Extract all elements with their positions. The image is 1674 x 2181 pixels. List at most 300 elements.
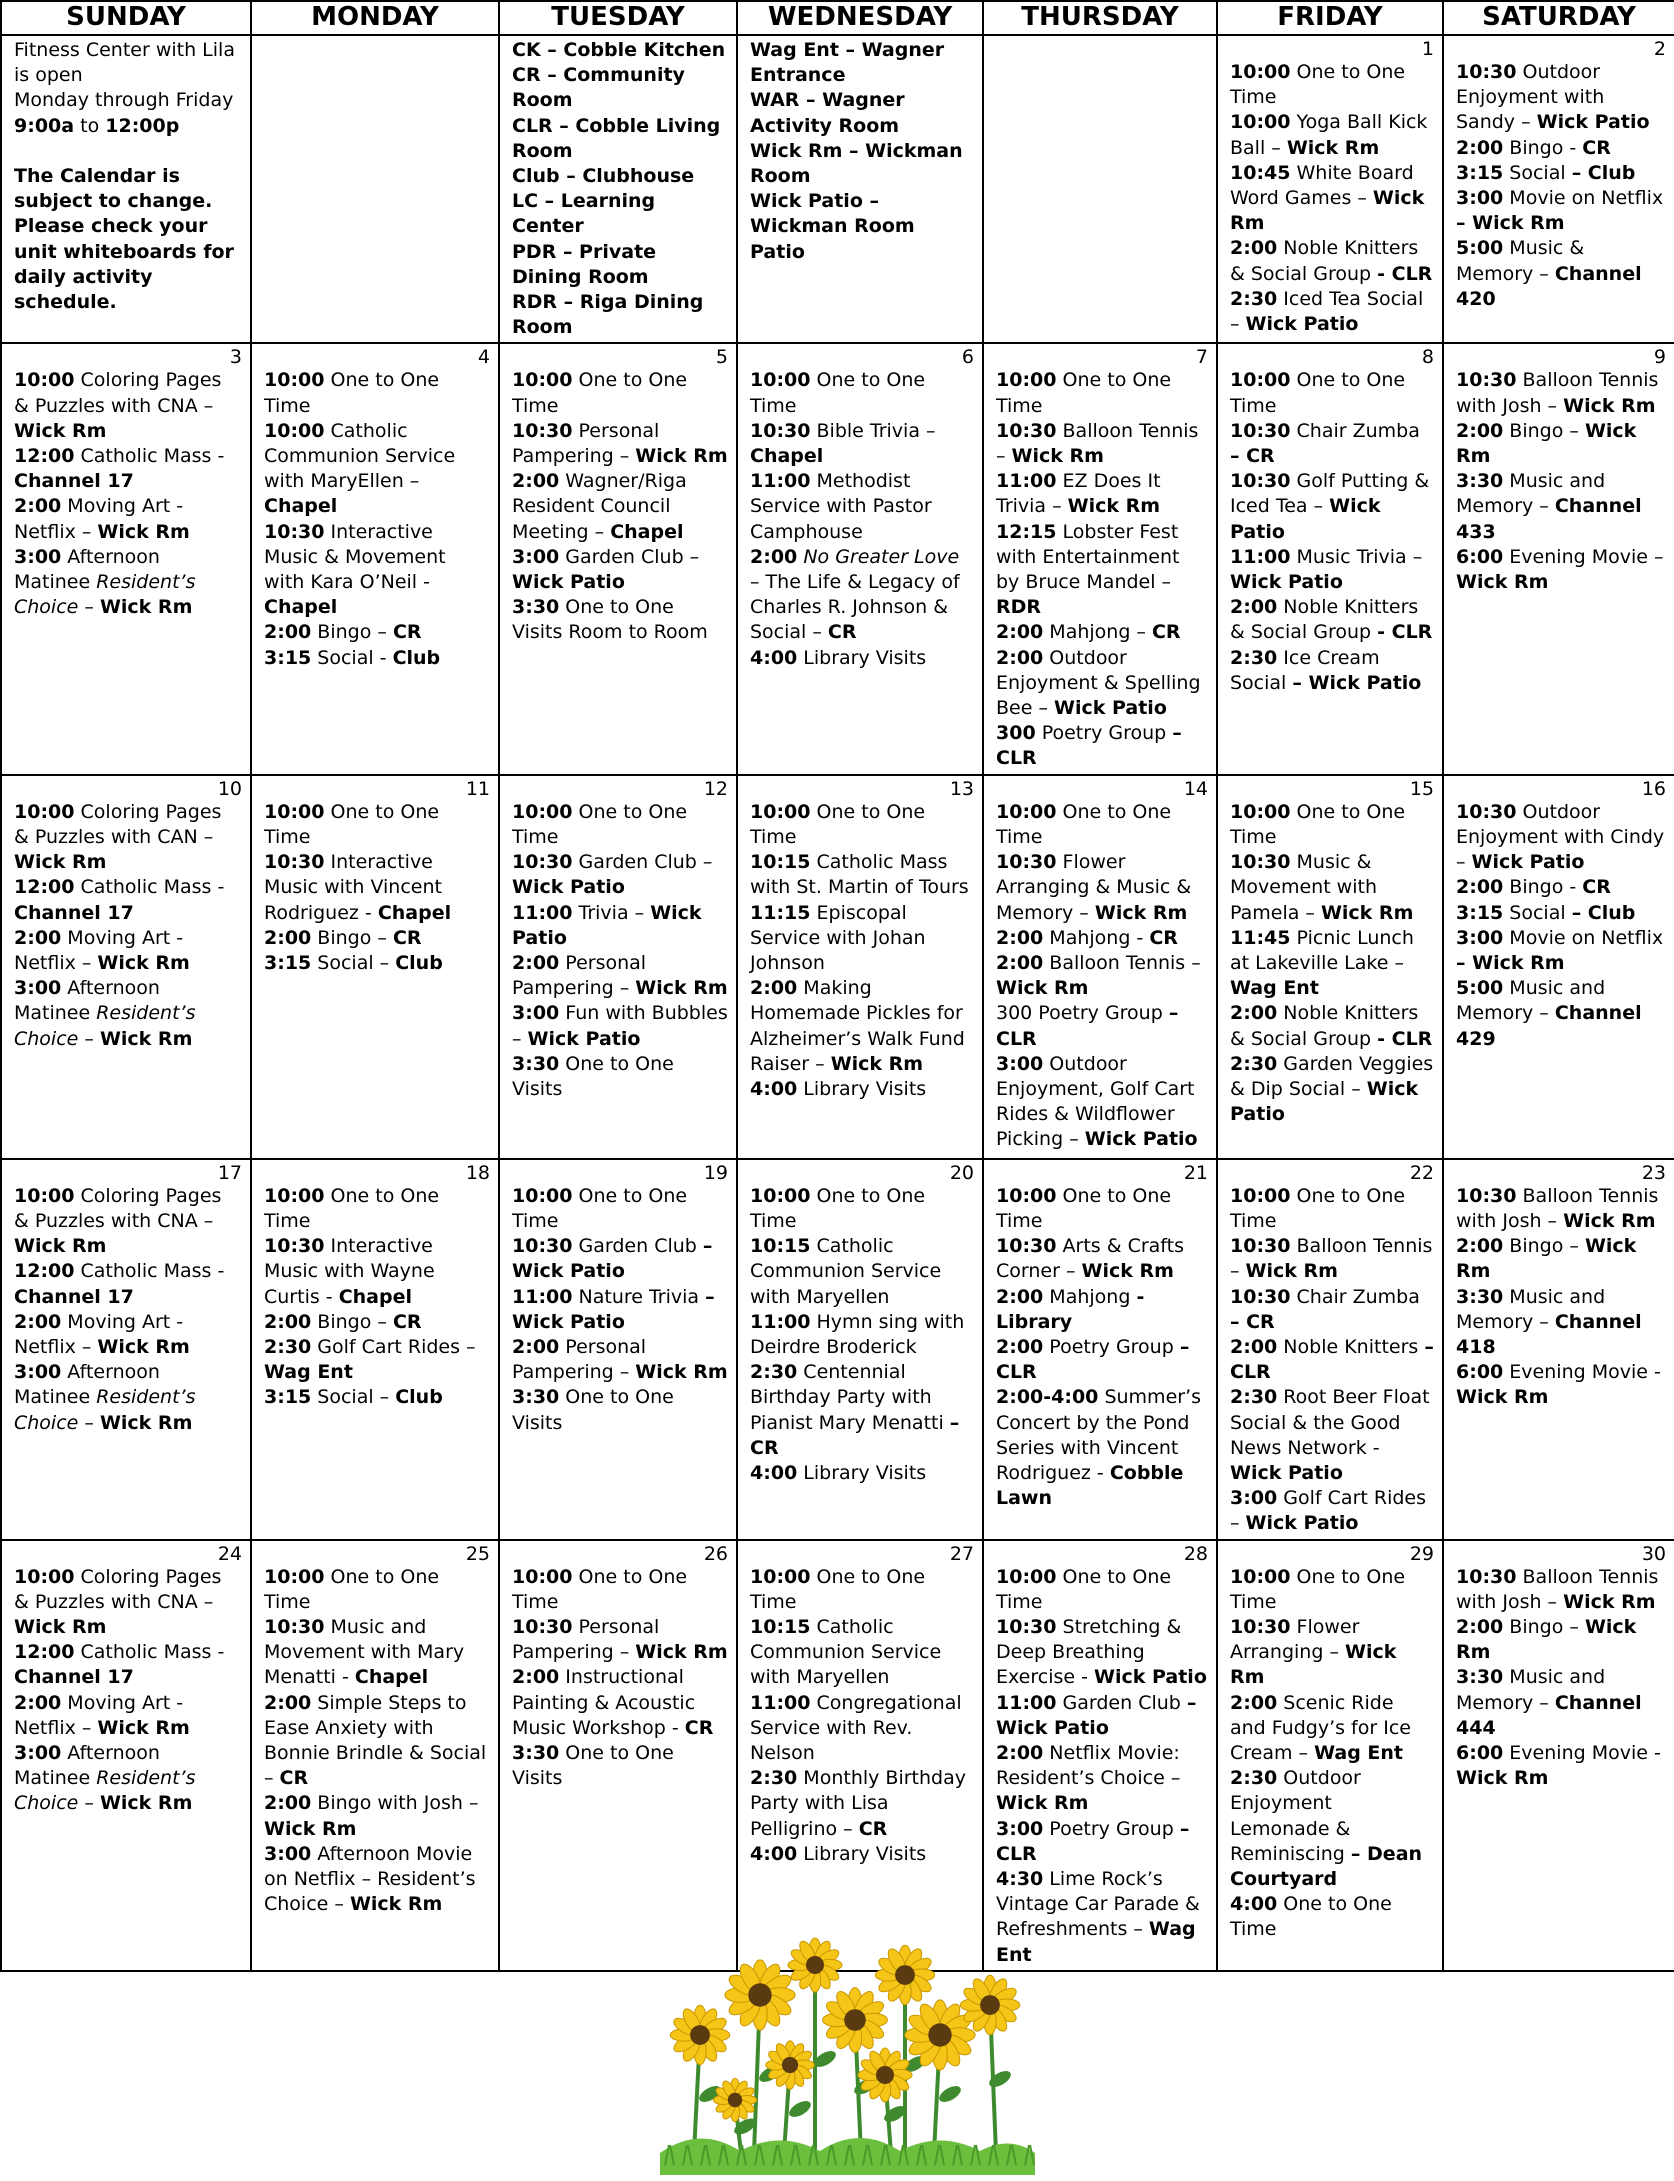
activity-line xyxy=(1230,1565,1434,1615)
day-cell-friday xyxy=(1217,1540,1443,1971)
activity-text: Music & Movement with Pamela – xyxy=(1230,851,1377,924)
activity-line xyxy=(1230,1052,1434,1128)
activity-line xyxy=(1230,1184,1434,1234)
activity-line xyxy=(996,520,1208,621)
activity-emphasis: 3:30 xyxy=(512,596,560,619)
activity-emphasis: 2:00 xyxy=(512,470,560,493)
activity-line xyxy=(512,545,728,595)
activity-text: Library Visits xyxy=(797,1461,927,1484)
activity-text: Social – xyxy=(311,951,396,974)
activity-line xyxy=(512,1052,728,1102)
activity-line xyxy=(512,850,728,900)
activity-emphasis: 3:00 xyxy=(512,1002,560,1025)
activity-emphasis: CR xyxy=(1582,876,1611,899)
activity-emphasis: Wick Patio xyxy=(1536,111,1650,134)
activity-text: Episcopal Service with Johan Johnson xyxy=(750,901,926,974)
activity-emphasis: 11:45 xyxy=(1230,926,1291,949)
activity-line xyxy=(996,1741,1208,1817)
activity-emphasis: 2:00 xyxy=(996,621,1044,644)
activity-emphasis: Wick Patio xyxy=(512,571,625,594)
activity-emphasis: 2:30 xyxy=(1230,646,1278,669)
activity-emphasis: 2:00 xyxy=(996,1741,1044,1764)
activity-line xyxy=(1456,419,1666,469)
activity-line xyxy=(512,595,728,645)
activity-text: Flower Arranging – xyxy=(1230,1615,1360,1664)
activity-line xyxy=(1456,800,1666,876)
activity-text: One to One Time xyxy=(264,800,440,848)
activity-line xyxy=(996,1817,1208,1867)
activity-emphasis: 10:30 xyxy=(1230,1615,1291,1638)
activity-text: Outdoor Enjoyment Lemonade & Reminiscing xyxy=(1230,1767,1361,1865)
activity-line xyxy=(750,1184,974,1234)
activity-line xyxy=(512,189,728,239)
activity-line xyxy=(14,976,242,1052)
activity-line xyxy=(1456,1184,1666,1234)
activity-emphasis: 10:00 xyxy=(750,1565,811,1588)
activity-emphasis: 10:00 xyxy=(14,1565,75,1588)
activity-line xyxy=(264,1615,490,1691)
activity-line xyxy=(996,1691,1208,1741)
activity-emphasis: – CR xyxy=(750,1411,960,1459)
activity-emphasis: 4:30 xyxy=(996,1867,1044,1890)
activity-emphasis: Wick Rm xyxy=(349,1893,443,1916)
activity-text: Stretching & Deep Breathing Exercise - xyxy=(996,1615,1182,1689)
activity-text: Noble Knitters xyxy=(1277,1335,1425,1358)
activity-text: One to One Time xyxy=(996,1184,1172,1232)
activity-emphasis: 300 xyxy=(996,722,1036,745)
activity-line xyxy=(512,290,728,340)
activity-emphasis: 10:30 xyxy=(996,1615,1057,1638)
activity-line xyxy=(14,800,242,876)
activity-emphasis: LC – Learning Center xyxy=(512,190,656,238)
activity-text: One to One Time xyxy=(1230,1565,1406,1613)
activity-emphasis: Chapel xyxy=(264,596,338,619)
activity-text: Catholic Mass - xyxy=(74,876,225,899)
activity-emphasis: 12:00 xyxy=(14,876,75,899)
activity-text: Picnic Lunch at Lakeville Lake – xyxy=(1230,926,1414,974)
day-cell-thursday xyxy=(983,1159,1217,1540)
activity-emphasis: 10:30 xyxy=(1456,1184,1517,1207)
activity-emphasis: 3:00 xyxy=(512,545,560,568)
activity-emphasis: Wick Rm xyxy=(14,1235,107,1258)
activity-line xyxy=(14,494,242,544)
activity-line xyxy=(512,368,728,418)
activity-line xyxy=(996,1615,1208,1691)
activity-line xyxy=(750,419,974,469)
sunflower-icon xyxy=(788,1938,842,1992)
activity-text: Lobster Fest with Entertainment by Bruce Mandel – xyxy=(996,520,1180,594)
activity-emphasis: 3:15 xyxy=(264,1386,312,1409)
activity-text: Balloon Tennis – xyxy=(1043,951,1201,974)
day-number: 12 xyxy=(703,777,728,800)
activity-emphasis: 10:30 xyxy=(1230,419,1291,442)
activity-text: Catholic Communion Service with MaryEllen – xyxy=(264,419,456,493)
day-cell-tuesday xyxy=(499,35,737,343)
activity-emphasis: 2:00 xyxy=(1456,876,1504,899)
activity-emphasis: Wick Rm xyxy=(1320,901,1414,924)
activity-emphasis: CR xyxy=(858,1817,888,1840)
activity-text: Bible Trivia – xyxy=(810,419,936,442)
activity-line xyxy=(996,469,1208,519)
activity-text: Garden Club xyxy=(572,1235,703,1258)
activity-line xyxy=(750,850,974,900)
activity-text: One to One Time xyxy=(512,369,688,417)
activity-emphasis: 5:00 xyxy=(1456,237,1504,260)
activity-emphasis: 11:00 xyxy=(996,470,1057,493)
activity-text: Music and Memory – xyxy=(1456,1285,1606,1333)
activity-line xyxy=(750,1842,974,1867)
activity-text: Social - xyxy=(311,646,393,669)
activity-emphasis: Wick Patio xyxy=(1230,571,1343,594)
activity-emphasis: Wick Rm xyxy=(14,1615,107,1638)
activity-emphasis: 11:15 xyxy=(750,901,811,924)
activity-emphasis: 10:30 xyxy=(750,419,811,442)
activity-line xyxy=(750,1077,974,1102)
activity-line xyxy=(1230,1285,1434,1335)
leaf xyxy=(987,2068,1014,2090)
activity-emphasis: 12:00 xyxy=(14,445,75,468)
activity-line xyxy=(1456,136,1666,161)
activity-text: Bingo with Josh – xyxy=(311,1792,479,1815)
activity-text: Bingo – xyxy=(1503,1615,1585,1638)
activity-emphasis: 2:00 xyxy=(512,951,560,974)
activity-line xyxy=(996,926,1208,951)
activity-line xyxy=(1456,186,1666,236)
activity-line xyxy=(14,545,242,621)
activity-text: Bingo – xyxy=(1503,419,1585,442)
activity-emphasis: Channel 444 xyxy=(1456,1691,1642,1739)
activity-emphasis: The Calendar is subject to change. Please check your unit whiteboards for daily activity schedule. xyxy=(14,165,234,314)
header-tuesday: TUESDAY xyxy=(499,1,737,35)
activity-text: Noble Knitters & Social Group xyxy=(1230,596,1419,644)
activity-emphasis: Chapel xyxy=(264,495,338,518)
activity-line xyxy=(1230,60,1434,110)
activity-text: Moving Art - Netflix – xyxy=(14,1691,184,1739)
activity-line xyxy=(264,1691,490,1792)
activity-text: One to One Time xyxy=(750,1184,926,1232)
activity-emphasis: Chapel xyxy=(354,1666,429,1689)
activity-emphasis: 12:00 xyxy=(14,1260,75,1283)
activity-emphasis: – CLR xyxy=(996,1817,1190,1865)
activity-emphasis: 10:30 xyxy=(264,1615,325,1638)
day-number: 25 xyxy=(465,1542,490,1565)
activity-text: Bingo - xyxy=(1503,136,1583,159)
activity-emphasis: Wick Patio xyxy=(1084,1128,1198,1151)
activity-text: Ice Cream Social xyxy=(1230,646,1380,694)
activity-line xyxy=(1230,110,1434,160)
activity-line xyxy=(1456,1234,1666,1284)
activity-emphasis: 3:00 xyxy=(996,1052,1044,1075)
activity-emphasis: 2:30 xyxy=(750,1361,798,1384)
activity-emphasis: – Club xyxy=(1571,161,1636,184)
activity-emphasis: Wick Rm xyxy=(99,1411,193,1434)
activity-text: One to One Time xyxy=(750,800,926,848)
day-cell-saturday xyxy=(1443,35,1674,343)
activity-text: Noble Knitters & Social Group xyxy=(1230,1002,1419,1050)
activity-text: Afternoon Matinee xyxy=(14,545,160,594)
activity-emphasis: 3:00 xyxy=(1456,187,1504,210)
activity-emphasis: 10:00 xyxy=(512,1565,573,1588)
day-cell-saturday xyxy=(1443,775,1674,1159)
activity-line xyxy=(996,1335,1208,1385)
activity-text: Personal Pampering – xyxy=(512,951,647,1000)
activity-emphasis: Wick Rm xyxy=(1456,1615,1637,1664)
day-cell-sunday xyxy=(1,1540,251,1971)
activity-text: Monthly Birthday Party with Lisa Pelligrino – xyxy=(750,1767,966,1840)
activity-emphasis: Wick Rm xyxy=(1456,1767,1549,1790)
activity-emphasis: 10:30 xyxy=(512,851,573,874)
activity-emphasis: Wick Rm xyxy=(99,596,193,619)
activity-line xyxy=(1456,1615,1666,1665)
activity-emphasis: CR – Community Room xyxy=(512,64,685,112)
activity-emphasis: 2:00 xyxy=(1456,1615,1504,1638)
day-number: 28 xyxy=(1183,1542,1208,1565)
activity-emphasis: 10:00 xyxy=(512,369,573,392)
leaf xyxy=(787,2098,814,2120)
activity-emphasis: 10:00 xyxy=(996,1565,1057,1588)
activity-line xyxy=(1230,1001,1434,1051)
activity-line xyxy=(750,1615,974,1691)
activity-emphasis: 3:00 xyxy=(996,1817,1044,1840)
activity-text: Garden Club xyxy=(1056,1691,1187,1714)
activity-emphasis: 2:00 xyxy=(1456,419,1504,442)
activity-emphasis: Wick Rm xyxy=(14,419,107,442)
day-number: 2 xyxy=(1653,38,1666,60)
activity-line xyxy=(14,444,242,494)
activity-line xyxy=(14,926,242,976)
activity-emphasis: Wick Patio xyxy=(512,876,625,899)
activity-text: One to One Time xyxy=(996,369,1172,417)
activity-emphasis: - CLR xyxy=(1377,1027,1433,1050)
activity-emphasis: 2:30 xyxy=(1230,1052,1278,1075)
activity-emphasis: 2:00 xyxy=(512,1666,560,1689)
activity-emphasis: 10:00 xyxy=(512,1184,573,1207)
day-number: 9 xyxy=(1653,346,1666,369)
activity-emphasis: 2:00 xyxy=(1230,1335,1278,1358)
activity-emphasis: 10:30 xyxy=(512,419,573,442)
activity-line xyxy=(750,1360,974,1461)
activity-line xyxy=(1456,545,1666,595)
activity-line xyxy=(750,38,974,88)
day-number: 23 xyxy=(1641,1161,1666,1184)
activity-line xyxy=(512,1285,728,1335)
activity-emphasis: Channel 17 xyxy=(14,470,134,493)
activity-line xyxy=(996,1385,1208,1511)
activity-line xyxy=(264,368,490,418)
activity-line xyxy=(750,1310,974,1360)
activity-text: Mahjong – xyxy=(1043,621,1152,644)
activity-emphasis: Club – Clubhouse xyxy=(512,165,695,188)
activity-emphasis: 10:30 xyxy=(264,851,325,874)
activity-emphasis: 2:00 xyxy=(996,1285,1044,1308)
activity-emphasis: 10:00 xyxy=(14,369,75,392)
activity-emphasis: Wick Patio xyxy=(1094,1666,1207,1689)
activity-line xyxy=(264,520,490,621)
activity-line xyxy=(264,1335,490,1385)
activity-emphasis: PDR – Private Dining Room xyxy=(512,240,657,288)
activity-emphasis: 10:00 xyxy=(1230,61,1291,83)
activity-text: Mahjong - xyxy=(1043,926,1150,949)
activity-text: – xyxy=(78,596,100,619)
activity-emphasis: 2:00 xyxy=(264,1691,312,1714)
activity-line xyxy=(750,139,974,189)
day-cell-sunday xyxy=(1,1159,251,1540)
activity-text: Golf Cart Rides – xyxy=(1230,1487,1426,1535)
day-cell-saturday xyxy=(1443,1540,1674,1971)
activity-emphasis: CR xyxy=(392,621,422,644)
activity-text: – xyxy=(78,1411,100,1434)
activity-line xyxy=(750,646,974,671)
day-number: 20 xyxy=(949,1161,974,1184)
activity-emphasis: - CLR xyxy=(1377,262,1433,285)
activity-emphasis: 6:00 xyxy=(1456,545,1504,568)
activity-line xyxy=(750,800,974,850)
activity-emphasis: Wick Rm xyxy=(1563,394,1656,417)
day-number: 4 xyxy=(477,346,490,369)
activity-emphasis: 9:00a xyxy=(14,114,75,137)
activity-emphasis: 4:00 xyxy=(1230,1893,1278,1916)
activity-emphasis: 2:00 xyxy=(14,1310,62,1333)
activity-text: One to One Time xyxy=(750,369,926,417)
activity-text: to xyxy=(74,114,106,137)
sunflower-illustration xyxy=(640,1925,1050,2175)
day-cell-monday xyxy=(251,1159,499,1540)
activity-emphasis: 2:30 xyxy=(264,1335,312,1358)
activity-text: One to One Visits Room to Room xyxy=(512,596,708,644)
activity-text: EZ Does It Trivia – xyxy=(996,470,1161,518)
activity-italic: Resident’s Choice xyxy=(14,1767,196,1815)
activity-line xyxy=(996,368,1208,418)
activity-text: Bingo – xyxy=(1503,1235,1585,1258)
day-cell-wednesday xyxy=(737,35,983,343)
activity-emphasis: 3:30 xyxy=(1456,1666,1504,1689)
activity-italic: Resident’s Choice xyxy=(14,571,196,619)
day-cell-thursday xyxy=(983,343,1217,774)
activity-text: Library Visits xyxy=(797,1842,927,1865)
day-number: 22 xyxy=(1409,1161,1434,1184)
activity-emphasis: Wick Patio xyxy=(1054,697,1167,720)
sunflower-icon xyxy=(766,2041,815,2090)
activity-emphasis: 3:00 xyxy=(14,977,62,1000)
activity-line xyxy=(750,1565,974,1615)
activity-text: Poetry Group xyxy=(1035,722,1173,745)
activity-emphasis: 2:00 xyxy=(1230,1691,1278,1714)
activity-line xyxy=(996,620,1208,645)
activity-line xyxy=(1456,1665,1666,1741)
activity-emphasis: Wag Ent xyxy=(996,1918,1196,1966)
activity-line xyxy=(996,646,1208,722)
activity-text: Chair Zumba xyxy=(1290,419,1420,442)
activity-emphasis: – Wick Patio xyxy=(512,1235,713,1283)
activity-emphasis: 10:15 xyxy=(750,1235,811,1258)
activity-emphasis: Wick Rm xyxy=(635,1641,728,1664)
activity-emphasis: CR xyxy=(1149,926,1178,949)
activity-text: One to One Time xyxy=(512,800,688,848)
activity-emphasis: Wick Rm xyxy=(1563,1209,1656,1232)
activity-line xyxy=(1456,368,1666,418)
activity-text: Flower Arranging & Music & Memory – xyxy=(996,851,1192,924)
activity-text: Outdoor Enjoyment with Sandy – xyxy=(1456,61,1605,134)
activity-text: One to One Visits xyxy=(512,1741,674,1790)
activity-line xyxy=(1230,1234,1434,1284)
activity-text: Scenic Ride and Fudgy’s for Ice Cream – xyxy=(1230,1691,1411,1764)
activity-line xyxy=(512,164,728,189)
activity-emphasis: CR xyxy=(392,926,422,949)
activity-text: Music Trivia – xyxy=(1290,545,1423,568)
activity-emphasis: – Wick Patio xyxy=(512,1285,715,1333)
activity-line xyxy=(750,368,974,418)
activity-line xyxy=(1230,595,1434,645)
activity-emphasis: Wick Rm xyxy=(996,1792,1089,1815)
activity-text: Personal Pampering – xyxy=(512,419,660,468)
activity-emphasis: Wick Patio xyxy=(1245,1512,1359,1535)
activity-text: – xyxy=(78,1792,100,1815)
activity-line xyxy=(1230,1486,1434,1536)
activity-text: Chair Zumba xyxy=(1290,1285,1420,1308)
activity-emphasis: 2:00 xyxy=(264,621,312,644)
activity-text: Instructional Painting & Acoustic Music Workshop - xyxy=(512,1666,696,1739)
activity-emphasis: Cobble Lawn xyxy=(996,1461,1184,1510)
activity-line xyxy=(14,164,242,315)
activity-emphasis: CR xyxy=(279,1767,309,1790)
activity-text: Afternoon Movie on Netflix – Resident’s Choice – xyxy=(264,1842,476,1916)
day-number: 29 xyxy=(1409,1542,1434,1565)
activity-emphasis: Wick Rm xyxy=(1286,136,1380,159)
activity-emphasis: 2:00 xyxy=(14,495,62,518)
activity-italic: No Greater Love xyxy=(803,545,960,568)
activity-emphasis: Wick Rm xyxy=(1456,419,1637,468)
activity-emphasis: Wick Patio – Wickman Room Patio xyxy=(750,190,915,263)
activity-emphasis: 2:00 xyxy=(750,545,798,568)
activity-line xyxy=(264,620,490,645)
activity-emphasis: RDR xyxy=(996,596,1042,619)
activity-text: One to One Time xyxy=(512,1184,688,1232)
activity-line xyxy=(512,901,728,951)
activity-text: Monday through Friday xyxy=(14,89,234,112)
day-cell-monday xyxy=(251,1540,499,1971)
activity-emphasis: 10:30 xyxy=(1456,61,1517,83)
activity-text: One to One Time xyxy=(996,800,1172,848)
activity-emphasis: 3:15 xyxy=(1456,161,1504,184)
activity-line xyxy=(264,419,490,520)
day-number: 7 xyxy=(1195,346,1208,369)
activity-line xyxy=(996,1285,1208,1335)
week-row xyxy=(1,343,1674,774)
activity-emphasis: Wick Rm xyxy=(996,977,1089,1000)
activity-text: Wagner/Riga Resident Council Meeting – xyxy=(512,470,687,543)
activity-text: Catholic Mass with St. Martin of Tours xyxy=(750,851,969,899)
activity-emphasis: Wick Rm xyxy=(1011,445,1104,468)
activity-emphasis: Wick Patio xyxy=(1230,495,1381,543)
activity-emphasis: – Wick Rm xyxy=(1456,212,1565,235)
activity-emphasis: 3:30 xyxy=(512,1052,560,1075)
activity-text: One to One Time xyxy=(1230,1893,1392,1941)
activity-emphasis: 12:00p xyxy=(105,114,180,137)
activity-emphasis: 3:30 xyxy=(512,1741,560,1764)
activity-line xyxy=(14,368,242,444)
activity-line xyxy=(512,1385,728,1435)
day-cell-thursday xyxy=(983,775,1217,1159)
activity-text: Music and Memory – xyxy=(1456,977,1606,1025)
activity-line xyxy=(1456,1360,1666,1410)
day-cell-tuesday xyxy=(499,1540,737,1971)
activity-line xyxy=(14,114,242,139)
activity-emphasis: Channel 433 xyxy=(1456,495,1642,543)
activity-line xyxy=(14,1565,242,1641)
activity-emphasis: Wick Rm xyxy=(1067,495,1161,518)
activity-line xyxy=(750,901,974,977)
day-cell-sunday xyxy=(1,35,251,343)
